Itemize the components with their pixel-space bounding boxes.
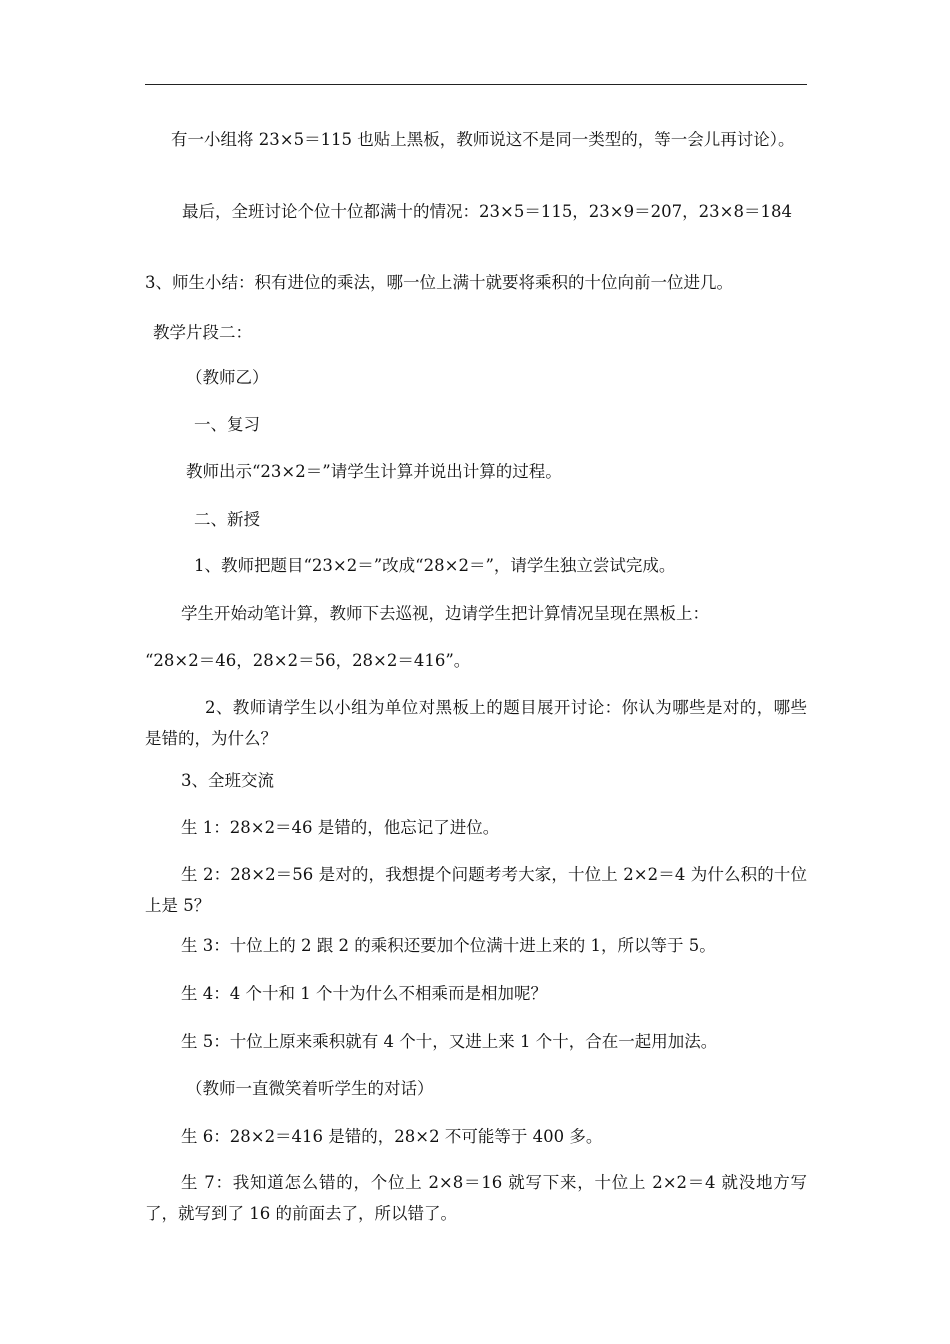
heading-class-exchange: 3、全班交流 xyxy=(181,771,274,790)
student-5-line: 生 5：十位上原来乘积就有 4 个十，又进上来 1 个十，合在一起用加法。 xyxy=(181,1032,718,1051)
student-6-line: 生 6：28×2＝416 是错的，28×2 不可能等于 400 多。 xyxy=(181,1127,603,1146)
student-3-line: 生 3：十位上的 2 跟 2 的乘积还要加个位满十进上来的 1，所以等于 5。 xyxy=(181,936,716,955)
paragraph-summary: 3、师生小结：积有进位的乘法，哪一位上满十就要将乘积的十位向前一位进几。 xyxy=(145,273,733,292)
teacher-label: （教师乙） xyxy=(186,368,269,387)
paragraph-teacher-shows: 教师出示“23×2＝”请学生计算并说出计算的过程。 xyxy=(186,462,562,481)
paragraph-step-two: 2、教师请学生以小组为单位对黑板上的题目展开讨论：你认为哪些是对的，哪些是错的，为什么？ xyxy=(145,698,807,748)
header-rule xyxy=(145,84,807,85)
heading-new-lesson: 二、新授 xyxy=(194,510,260,529)
paragraph-final-discussion: 最后，全班讨论个位十位都满十的情况：23×5＝115，23×9＝207，23×8＝184 xyxy=(182,202,792,221)
paragraph-board-results: “28×2＝46，28×2＝56，28×2＝416”。 xyxy=(145,651,471,670)
section-heading-fragment-two: 教学片段二： xyxy=(153,323,252,342)
paragraph-step-one: 1、教师把题目“23×2＝”改成“28×2＝”，请学生独立尝试完成。 xyxy=(194,556,676,575)
student-1-line: 生 1：28×2＝46 是错的，他忘记了进位。 xyxy=(181,818,500,837)
heading-review: 一、复习 xyxy=(194,415,260,434)
paragraph-group-note: 有一小组将 23×5＝115 也贴上黑板，教师说这不是同一类型的，等一会儿再讨论）。 xyxy=(171,130,795,149)
student-2-line: 生 2：28×2＝56 是对的，我想提个问题考考大家，十位上 2×2＝4 为什么积的十位上是 5？ xyxy=(145,865,807,915)
teacher-smiling-note: （教师一直微笑着听学生的对话） xyxy=(186,1079,434,1098)
paragraph-students-calc: 学生开始动笔计算，教师下去巡视，边请学生把计算情况呈现在黑板上： xyxy=(181,604,709,623)
student-7-line: 生 7：我知道怎么错的，个位上 2×8＝16 就写下来，十位上 2×2＝4 就没地方写了，就写到了 16 的前面去了，所以错了。 xyxy=(145,1173,807,1223)
student-4-line: 生 4：4 个十和 1 个十为什么不相乘而是相加呢？ xyxy=(181,984,547,1003)
